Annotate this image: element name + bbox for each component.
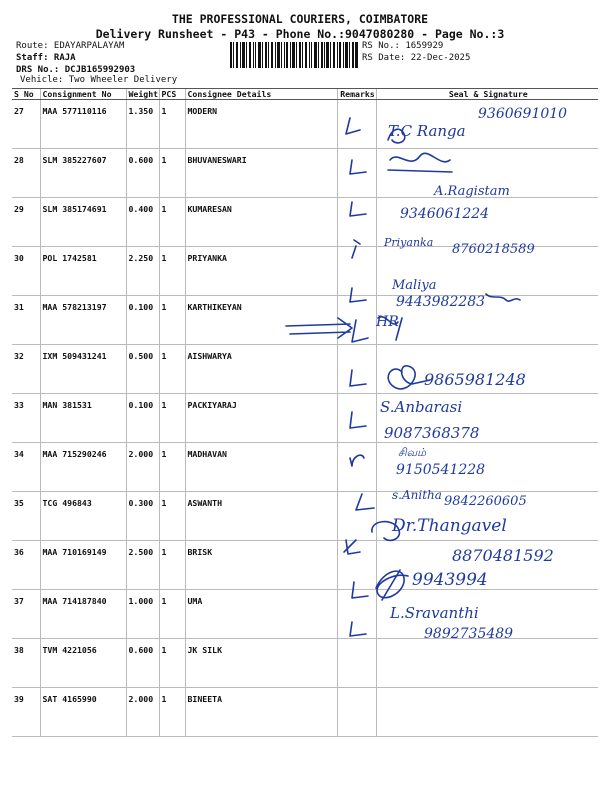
table-header-row <box>12 89 598 100</box>
cell-weight: 1.000 <box>126 590 159 639</box>
cell-remarks <box>337 247 376 296</box>
cell-sno: 27 <box>12 100 40 149</box>
cell-sno: 32 <box>12 345 40 394</box>
cell-pcs: 1 <box>159 688 185 737</box>
hw-r31-name: Maliya <box>392 278 437 293</box>
hw-r39-phone: 9892735489 <box>424 626 514 642</box>
cell-sno: 29 <box>12 198 40 247</box>
cell-remarks <box>337 492 376 541</box>
cell-consignment: SLM 385174691 <box>40 198 126 247</box>
cell-pcs: 1 <box>159 443 185 492</box>
hw-r36-phone: 9842260605 <box>444 494 527 509</box>
table-row <box>12 394 598 443</box>
cell-consignment: SLM 385227607 <box>40 149 126 198</box>
hw-r34-phone: 9087368378 <box>384 424 480 442</box>
hw-r27-name: T.C Ranga <box>388 122 466 140</box>
cell-pcs: 1 <box>159 198 185 247</box>
hw-r38-phone: 9943994 <box>412 570 488 590</box>
cell-weight: 2.500 <box>126 541 159 590</box>
col-header-weight: Weight <box>126 89 159 100</box>
cell-sno: 34 <box>12 443 40 492</box>
cell-consignee: BRISK <box>185 541 337 590</box>
vehicle-label: Vehicle: Two Wheeler Delivery <box>20 75 178 85</box>
cell-sno: 33 <box>12 394 40 443</box>
cell-weight: 0.400 <box>126 198 159 247</box>
cell-pcs: 1 <box>159 492 185 541</box>
cell-consignee: PACKIYARAJ <box>185 394 337 443</box>
cell-consignee: KARTHIKEYAN <box>185 296 337 345</box>
cell-consignee: UMA <box>185 590 337 639</box>
hw-r32-mark: HR <box>376 314 399 330</box>
cell-remarks <box>337 345 376 394</box>
cell-consignee: ASWANTH <box>185 492 337 541</box>
cell-sno: 31 <box>12 296 40 345</box>
cell-weight: 2.000 <box>126 443 159 492</box>
table-row <box>12 198 598 247</box>
runsheet-subtitle: Delivery Runsheet - P43 - Phone No.:9047080280 - Page No.:3 <box>95 27 505 41</box>
cell-consignment: SAT 4165990 <box>40 688 126 737</box>
hw-r27-phone: 9360691010 <box>478 106 568 122</box>
cell-consignment: TVM 4221056 <box>40 639 126 688</box>
cell-sno: 38 <box>12 639 40 688</box>
cell-remarks <box>337 541 376 590</box>
cell-consignee: BHUVANESWARI <box>185 149 337 198</box>
cell-remarks <box>337 639 376 688</box>
hw-r29-phone: 9346061224 <box>400 206 490 222</box>
rs-number: RS No.: 1659929 <box>362 41 444 51</box>
hw-r37-name: Dr.Thangavel <box>392 516 507 536</box>
cell-weight: 2.250 <box>126 247 159 296</box>
cell-weight: 0.600 <box>126 639 159 688</box>
cell-consignment: MAN 381531 <box>40 394 126 443</box>
cell-consignment: POL 1742581 <box>40 247 126 296</box>
cell-pcs: 1 <box>159 100 185 149</box>
hw-r37-phone: 8870481592 <box>452 546 554 565</box>
cell-pcs: 1 <box>159 394 185 443</box>
col-header-pcs: PCS <box>159 89 185 100</box>
cell-remarks <box>337 296 376 345</box>
cell-consignment: IXM 509431241 <box>40 345 126 394</box>
cell-pcs: 1 <box>159 590 185 639</box>
table-row <box>12 149 598 198</box>
cell-sno: 30 <box>12 247 40 296</box>
cell-consignment: MAA 715290246 <box>40 443 126 492</box>
cell-consignment: MAA 577110116 <box>40 100 126 149</box>
cell-remarks <box>337 394 376 443</box>
cell-sno: 39 <box>12 688 40 737</box>
cell-consignee: PRIYANKA <box>185 247 337 296</box>
hw-r35-phone: 9150541228 <box>396 462 486 478</box>
col-header-sno: S No <box>12 89 40 100</box>
rs-date: RS Date: 22-Dec-2025 <box>362 53 471 63</box>
cell-weight: 2.000 <box>126 688 159 737</box>
col-header-consignment: Consignment No <box>40 89 126 100</box>
cell-sno: 37 <box>12 590 40 639</box>
hw-r29-name: A.Ragistam <box>434 184 510 199</box>
hw-r31-phone: 9443982283 <box>396 294 486 310</box>
staff-label: Staff: RAJA <box>16 53 76 63</box>
hw-r35-name: சிவம் <box>398 446 426 459</box>
cell-consignee: MODERN <box>185 100 337 149</box>
hw-r34-name: S.Anbarasi <box>380 398 463 416</box>
cell-consignee: MADHAVAN <box>185 443 337 492</box>
table-row <box>12 639 598 688</box>
barcode-image <box>230 42 358 68</box>
cell-remarks <box>337 198 376 247</box>
col-header-remarks: Remarks <box>337 89 376 100</box>
cell-remarks <box>337 443 376 492</box>
cell-remarks <box>337 590 376 639</box>
cell-signature <box>376 639 598 688</box>
cell-pcs: 1 <box>159 296 185 345</box>
cell-weight: 0.500 <box>126 345 159 394</box>
cell-remarks <box>337 688 376 737</box>
cell-consignment: TCG 496843 <box>40 492 126 541</box>
cell-consignee: AISHWARYA <box>185 345 337 394</box>
table-row <box>12 688 598 737</box>
drs-label: DRS No.: DCJB165992903 <box>16 65 136 75</box>
hw-r36-name: s.Anitha <box>392 488 442 502</box>
col-header-signature: Seal & Signature <box>376 89 598 100</box>
cell-signature <box>376 688 598 737</box>
cell-remarks <box>337 100 376 149</box>
cell-consignment: MAA 578213197 <box>40 296 126 345</box>
cell-weight: 0.600 <box>126 149 159 198</box>
cell-sno: 36 <box>12 541 40 590</box>
cell-weight: 0.100 <box>126 296 159 345</box>
hw-r39-name: L.Sravanthi <box>390 604 479 622</box>
cell-sno: 35 <box>12 492 40 541</box>
cell-consignee: JK SILK <box>185 639 337 688</box>
cell-weight: 0.300 <box>126 492 159 541</box>
hw-r30-name: Priyanka <box>384 236 434 249</box>
cell-consignee: KUMARESAN <box>185 198 337 247</box>
company-title: THE PROFESSIONAL COURIERS, COIMBATORE <box>171 12 429 26</box>
cell-weight: 0.100 <box>126 394 159 443</box>
cell-consignment: MAA 710169149 <box>40 541 126 590</box>
cell-pcs: 1 <box>159 541 185 590</box>
hw-r33-phone: 9865981248 <box>424 370 526 389</box>
cell-pcs: 1 <box>159 639 185 688</box>
cell-remarks <box>337 149 376 198</box>
cell-consignee: BINEETA <box>185 688 337 737</box>
cell-weight: 1.350 <box>126 100 159 149</box>
route-label: Route: EDAYARPALAYAM <box>16 41 125 51</box>
hw-r30-phone: 8760218589 <box>452 242 535 257</box>
col-header-consignee: Consignee Details <box>185 89 337 100</box>
table-row <box>12 296 598 345</box>
cell-pcs: 1 <box>159 149 185 198</box>
cell-sno: 28 <box>12 149 40 198</box>
cell-pcs: 1 <box>159 247 185 296</box>
table-row <box>12 443 598 492</box>
cell-pcs: 1 <box>159 345 185 394</box>
cell-consignment: MAA 714187840 <box>40 590 126 639</box>
